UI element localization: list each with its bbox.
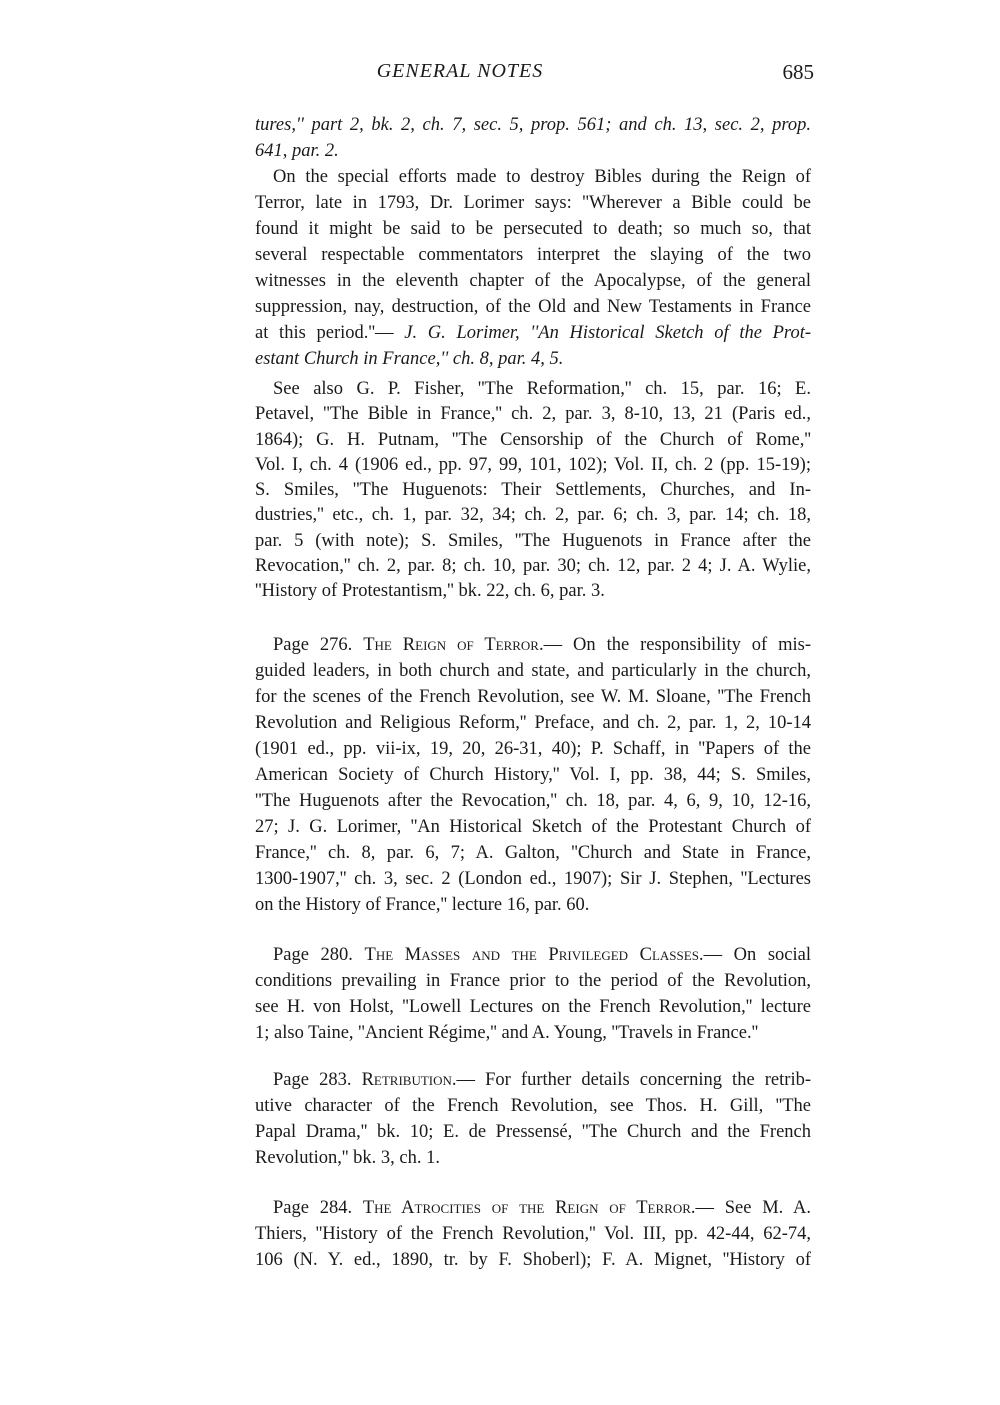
text-line xyxy=(255,294,811,320)
text-run: ''History of Protestantism,'' bk. 22, ch. 6, par. 3. xyxy=(255,581,605,602)
note-heading: Retribution. xyxy=(361,1070,457,1090)
text-line xyxy=(255,164,811,190)
text-run: Revocation,'' ch. 2, par. 8; ch. 10, par. 30; ch. 12, par. 2 4; J. A. Wylie, xyxy=(255,556,811,577)
text-run: for the scenes of the French Revolution, see W. M. Sloane, ''The French xyxy=(255,687,811,707)
text-run: Revolution,'' bk. 3, ch. 1. xyxy=(255,1148,440,1168)
text-line xyxy=(255,1119,811,1145)
text-run: suppression, nay, destruction, of the Old and New Testaments in France xyxy=(255,297,811,317)
text-line xyxy=(255,684,811,710)
text-run: at this period.''— xyxy=(255,323,405,343)
text-run: conditions prevailing in France prior to the period of the Revolution, xyxy=(255,971,811,991)
text-run: guided leaders, in both church and state, and particularly in the church, xyxy=(255,661,811,681)
paragraph xyxy=(255,1195,811,1273)
text-run: Thiers, ''History of the French Revolution,'' Vol. III, pp. 42-44, 62-74, xyxy=(255,1224,811,1244)
paragraph xyxy=(255,377,811,605)
text-line xyxy=(255,840,811,866)
text-run: 641, par. 2. xyxy=(255,141,339,161)
text-run: 27; J. G. Lorimer, ''An Historical Sketch of the Protestant Church of xyxy=(255,817,811,837)
text-line xyxy=(255,346,811,372)
text-line xyxy=(255,968,811,994)
text-line xyxy=(255,320,811,346)
text-line xyxy=(255,1067,811,1093)
text-run: Page 280. xyxy=(273,945,365,965)
text-run: Papal Drama,'' bk. 10; E. de Pressensé, ''The Church and the French xyxy=(255,1122,811,1142)
text-run: See also G. P. Fisher, ''The Reformation,'' ch. 15, par. 16; E. xyxy=(273,379,811,399)
text-line xyxy=(255,942,811,968)
text-line xyxy=(255,788,811,814)
text-run: — On social xyxy=(703,945,812,965)
text-line xyxy=(255,138,811,164)
text-line xyxy=(255,190,811,216)
text-line xyxy=(255,268,811,294)
text-run: 1300-1907,'' ch. 3, sec. 2 (London ed., 1907); Sir J. Stephen, ''Lectures xyxy=(255,869,811,889)
text-run: Terror, late in 1793, Dr. Lorimer says: ''Wherever a Bible could be xyxy=(255,193,811,213)
text-run: several respectable commentators interpret the slaying of the two xyxy=(255,245,811,265)
text-line xyxy=(255,1221,811,1247)
text-run: estant Church in France,'' ch. 8, par. 4, 5. xyxy=(255,349,564,369)
running-header-title: GENERAL NOTES xyxy=(376,60,544,82)
text-line xyxy=(255,216,811,242)
note-heading: The Atrocities of the Reign of Terror. xyxy=(362,1198,696,1218)
text-run: see H. von Holst, ''Lowell Lectures on the French Revolution,'' lecture xyxy=(255,997,811,1017)
text-run: par. 5 (with note); S. Smiles, ''The Huguenots in France after the xyxy=(255,530,811,551)
text-run: Revolution and Religious Reform,'' Preface, and ch. 2, par. 1, 2, 10-14 xyxy=(255,713,811,733)
paragraph xyxy=(255,942,811,1046)
note-heading: The Masses and the Privileged Classes. xyxy=(364,945,704,965)
text-line xyxy=(255,1020,811,1046)
text-run: Vol. I, ch. 4 (1906 ed., pp. 97, 99, 101, 102); Vol. II, ch. 2 (pp. 15-19); xyxy=(255,454,811,475)
text-line xyxy=(255,554,811,579)
text-run: found it might be said to be persecuted to death; so much so, that xyxy=(255,219,811,239)
text-run: France,'' ch. 8, par. 6, 7; A. Galton, ''Church and State in France, xyxy=(255,843,811,863)
text-line xyxy=(255,1093,811,1119)
text-run: tures,'' part 2, bk. 2, ch. 7, sec. 5, prop. 561; and ch. 13, sec. 2, prop. xyxy=(255,115,811,135)
text-run: Page 283. xyxy=(273,1070,362,1090)
text-line xyxy=(255,866,811,892)
text-line xyxy=(255,1145,811,1171)
text-line xyxy=(255,453,811,478)
text-line xyxy=(255,710,811,736)
text-line xyxy=(255,529,811,554)
text-run: — For further details concerning the retrib- xyxy=(456,1070,811,1090)
text-line xyxy=(255,478,811,503)
text-run: dustries,'' etc., ch. 1, par. 32, 34; ch. 2, par. 6; ch. 3, par. 14; ch. 18, xyxy=(255,505,811,526)
text-line xyxy=(255,503,811,528)
text-line xyxy=(255,994,811,1020)
text-run: Page 276. xyxy=(273,635,364,655)
text-run: 1; also Taine, ''Ancient Régime,'' and A. Young, ''Travels in France.'' xyxy=(255,1023,759,1043)
text-line xyxy=(255,1195,811,1221)
text-run: on the History of France,'' lecture 16, par. 60. xyxy=(255,895,590,915)
text-run: utive character of the French Revolution, see Thos. H. Gill, ''The xyxy=(255,1096,811,1116)
text-run: On the special efforts made to destroy Bibles during the Reign of xyxy=(273,167,811,187)
paragraph xyxy=(255,112,811,164)
text-run: Page 284. xyxy=(273,1198,363,1218)
paragraph xyxy=(255,1067,811,1171)
text-run: Petavel, ''The Bible in France,'' ch. 2, par. 3, 8-10, 13, 21 (Paris ed., xyxy=(255,404,811,425)
text-line xyxy=(255,377,811,402)
paragraph xyxy=(255,164,811,372)
text-run: — On the responsibility of mis- xyxy=(543,635,811,655)
text-run: 106 (N. Y. ed., 1890, tr. by F. Shoberl); F. A. Mignet, ''History of xyxy=(255,1250,811,1270)
text-run: American Society of Church History,'' Vol. I, pp. 38, 44; S. Smiles, xyxy=(255,765,811,785)
paragraph xyxy=(255,632,811,918)
text-line xyxy=(255,579,811,604)
text-line xyxy=(255,428,811,453)
text-line xyxy=(255,892,811,918)
text-run: (1901 ed., pp. vii-ix, 19, 20, 26-31, 40); P. Schaff, in ''Papers of the xyxy=(255,739,811,759)
note-heading: The Reign of Terror. xyxy=(363,635,544,655)
text-run: ''The Huguenots after the Revocation,'' ch. 18, par. 4, 6, 9, 10, 12-16, xyxy=(255,791,811,811)
text-run: — See M. A. xyxy=(695,1198,811,1218)
text-line xyxy=(255,632,811,658)
text-run: witnesses in the eleventh chapter of the Apocalypse, of the general xyxy=(255,271,811,291)
text-line xyxy=(255,736,811,762)
text-line xyxy=(255,762,811,788)
page-number: 685 xyxy=(782,60,814,84)
text-run: J. G. Lorimer, ''An Historical Sketch of the Prot- xyxy=(404,323,811,343)
text-line xyxy=(255,242,811,268)
text-line xyxy=(255,402,811,427)
text-run: 1864); G. H. Putnam, ''The Censorship of the Church of Rome,'' xyxy=(255,429,811,450)
text-line xyxy=(255,1247,811,1273)
text-run: S. Smiles, ''The Huguenots: Their Settlements, Churches, and In- xyxy=(255,480,811,501)
text-line xyxy=(255,112,811,138)
text-line xyxy=(255,658,811,684)
text-line xyxy=(255,814,811,840)
